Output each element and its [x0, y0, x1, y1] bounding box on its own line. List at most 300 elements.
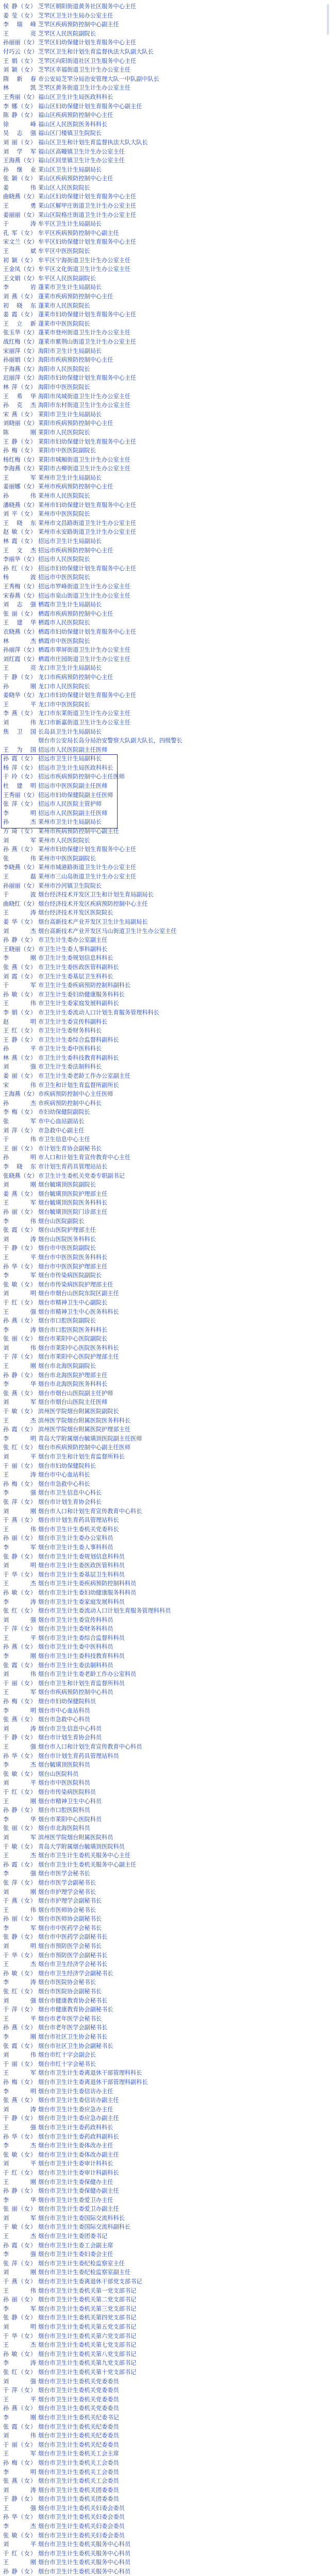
person-affiliation: 烟台市北海医院护理部主任 [38, 1371, 108, 1379]
person-name: 刘学军 [3, 148, 36, 155]
list-item [3, 57, 328, 66]
person-name: 王 军 [3, 474, 36, 481]
person-affiliation: 烟台市卫生和计划生育监督所科员 [38, 1680, 125, 1687]
list-item [3, 1978, 328, 1987]
person-affiliation: 芝罘区黄务街道卫生计生办公室主任 [38, 84, 131, 92]
person-affiliation: 莱山区卫生计生局副局长 [38, 166, 102, 173]
person-name: 李 伟 [3, 1217, 36, 1225]
person-name: 孙 梅（女） [3, 2078, 36, 2086]
person-affiliation: 莱山区妇幼保健计划生育服务中心主任 [38, 193, 137, 200]
person-affiliation: 烟台市传染病医院副院长 [38, 1272, 102, 1279]
person-name: 王 强 [3, 2504, 36, 2512]
person-name: 于 红（女） [3, 1299, 36, 1306]
person-affiliation: 烟台市卫生计生委爱卫办副主任 [38, 2206, 119, 2213]
person-name: 王晓丽（女） [3, 945, 38, 953]
person-name: 张 敏（女） [3, 2532, 36, 2539]
list-item [3, 337, 328, 347]
list-item [3, 83, 328, 93]
person-affiliation: 烟台市护理学会副秘书长 [38, 1897, 102, 1905]
person-name: 李 刚 [3, 955, 36, 962]
person-affiliation: 福山区门楼镇卫生院院长 [38, 130, 102, 137]
person-affiliation: 烟台市卫生计生委机关党委科长 [38, 1526, 119, 1533]
person-affiliation: 莱州市中医医院副院长 [38, 855, 96, 862]
person-name: 张 萍（女） [3, 1498, 36, 1505]
list-item [3, 310, 328, 319]
person-affiliation: 芝罘区疾病预防控制中心副主任 [38, 21, 119, 28]
person-affiliation: 烟台市公安局长岛分局治安警察大队副大队长，四级警长 [38, 737, 183, 744]
list-item [3, 1217, 328, 1226]
person-name: 王 伟 [3, 1526, 36, 1533]
list-item [3, 809, 328, 818]
person-name: 赵 敏（女） [3, 529, 36, 536]
list-item [3, 347, 328, 356]
person-affiliation: 烟台市卫生计生委机关纪委委员 [38, 2423, 119, 2430]
person-affiliation: 市卫生计生委宣传科副科长 [38, 1018, 108, 1025]
person-affiliation: 招远市人民医院副主任医师 [38, 746, 108, 753]
list-item [3, 2495, 328, 2504]
list-item [3, 2459, 328, 2468]
list-item [3, 655, 328, 664]
list-item [3, 1770, 328, 1779]
person-affiliation: 芝罘区妇幼保健计划生育服务中心主任 [38, 39, 137, 46]
list-item [3, 1878, 328, 1888]
list-item [3, 156, 328, 165]
person-affiliation: 烟台市卫生计生委机关第一党支部书记 [38, 2287, 137, 2294]
list-item [3, 2422, 328, 2432]
person-name: 王 斌 [3, 248, 36, 255]
person-name: 王 刚 [3, 2559, 36, 2566]
list-item [3, 1715, 328, 1724]
person-name: 张 萍（女） [3, 801, 36, 808]
list-item [3, 2060, 328, 2069]
person-name: 方 琦（女） [3, 828, 36, 835]
person-affiliation: 烟台高新技术产业开发区卫生计生局副局长 [38, 918, 148, 925]
list-item [3, 2259, 328, 2268]
list-item [3, 945, 328, 954]
list-item [3, 2368, 328, 2377]
person-name: 王 伟 [3, 1000, 36, 1007]
list-item [3, 2431, 328, 2441]
list-item [3, 1670, 328, 1679]
person-name: 战红梅（女） [3, 338, 38, 345]
list-item [3, 2050, 328, 2060]
list-item [3, 1788, 328, 1797]
list-item [3, 1598, 328, 1607]
person-name: 刘 平 [3, 2160, 36, 2167]
person-name: 孙 丽（女） [3, 1535, 36, 1542]
person-affiliation: 招远市卫生计生局副局长 [38, 538, 102, 545]
person-name: 李 梅（女） [3, 1109, 36, 1116]
person-affiliation: 烟台市烟台山医院副主任护师 [38, 1389, 113, 1397]
list-item [3, 2141, 328, 2150]
person-affiliation: 烟台市卫生计生委保健办副主任 [38, 2188, 119, 2195]
list-item [3, 2223, 328, 2232]
person-name: 姜晓华（女） [3, 692, 38, 699]
person-name: 姜 燕（女） [3, 1190, 36, 1197]
list-item [3, 256, 328, 265]
list-item [3, 473, 328, 483]
list-item [3, 745, 328, 755]
person-name: 王 军 [3, 1199, 36, 1207]
person-name: 孙 敏（女） [3, 991, 36, 998]
person-affiliation: 烟台市卫生计生委疾病预防控制科科员 [38, 1580, 137, 1587]
list-item [3, 972, 328, 981]
person-name: 刘 军 [3, 2214, 36, 2222]
person-affiliation: 蓬莱市登州街道卫生计生办公室主任 [38, 329, 131, 336]
list-item [3, 1235, 328, 1244]
person-affiliation: 福山区卫生计生局医政科科长 [38, 93, 113, 100]
list-item [3, 1462, 328, 1471]
person-affiliation: 栖霞市中医医院院长 [38, 637, 90, 645]
list-item [3, 691, 328, 700]
person-name: 于 华（女） [3, 2332, 36, 2340]
person-name: 王 伟 [3, 2287, 36, 2294]
list-item [3, 1906, 328, 1915]
person-affiliation: 烟台经济技术开发区疾病预防控制中心主任 [38, 900, 148, 907]
list-item [3, 1253, 328, 1262]
person-affiliation: 芝罘区人民医院副院长 [38, 30, 96, 37]
person-name: 王秀丽（女） [3, 93, 38, 100]
person-affiliation: 烟台市卫生计生委审计科科长 [38, 2160, 113, 2167]
person-affiliation: 莱州市永安路街道卫生计生办公室主任 [38, 529, 137, 536]
list-item [3, 428, 328, 437]
person-affiliation: 市卫生计生委家庭发展科副科长 [38, 1000, 119, 1007]
person-affiliation: 蓬莱市人民医院院长 [38, 302, 90, 309]
list-item [3, 528, 328, 537]
person-affiliation: 蓬莱市疾病预防控制中心主任 [38, 293, 113, 300]
person-name: 孙丽娟（女） [3, 357, 38, 364]
person-affiliation: 烟台市卫生信息中心科长 [38, 1489, 102, 1497]
person-name: 于 红（女） [3, 2169, 36, 2176]
person-name: 孙 燕（女） [3, 2405, 36, 2412]
list-item [3, 2558, 328, 2567]
person-name: 李 军 [3, 2305, 36, 2312]
list-item [3, 2350, 328, 2359]
person-name: 王海燕（女） [3, 1091, 38, 1098]
list-item [3, 1072, 328, 1081]
person-name: 孙 霞（女） [3, 1426, 36, 1433]
list-item [3, 38, 328, 47]
person-name: 张 敏（女） [3, 1770, 36, 1777]
list-item [3, 863, 328, 872]
list-item [3, 2341, 328, 2350]
list-item [3, 183, 328, 193]
person-name: 于 敏（女） [3, 2224, 36, 2231]
list-item [3, 673, 328, 682]
person-name: 孙 静（女） [3, 1371, 36, 1379]
list-item [3, 981, 328, 990]
list-item [3, 854, 328, 863]
list-item [3, 510, 328, 519]
list-item [3, 102, 328, 111]
person-name: 孙 燕（女） [3, 846, 36, 853]
person-name: 王 静（女） [3, 438, 36, 445]
person-name: 李 明 [3, 809, 36, 817]
person-affiliation: 海阳市妇幼保健计划生育服务中心主任 [38, 375, 137, 382]
person-name: 王秀梅（女） [3, 583, 38, 590]
person-affiliation: 龙口市卫生计生局副局长 [38, 665, 102, 672]
list-item [3, 782, 328, 791]
person-affiliation: 烟台市健康教育协会秘书长 [38, 1997, 108, 2004]
list-item [3, 1172, 328, 1181]
list-item [3, 1688, 328, 1697]
person-affiliation: 烟台市卫生计生委机关工会委员 [38, 2459, 119, 2466]
person-affiliation: 滨州医学院烟台附属医院科员 [38, 1834, 113, 1841]
list-item [3, 319, 328, 329]
person-affiliation: 烟台市卫生计生委科技教育科科员 [38, 1653, 125, 1660]
list-item [3, 1488, 328, 1498]
list-item [3, 2042, 328, 2051]
person-affiliation: 烟台市卫生计生委老龄工作办公室科员 [38, 1671, 137, 1678]
list-item [3, 1344, 328, 1353]
list-item [3, 1352, 328, 1362]
person-name: 于 燕（女） [3, 1517, 36, 1524]
person-name: 刘 刚 [3, 1181, 36, 1189]
list-item [3, 2, 328, 11]
list-item [3, 1987, 328, 1996]
person-name: 李 明 [3, 2468, 36, 2476]
list-item [3, 1570, 328, 1580]
person-affiliation: 烟台市卫生计生委机关党委委员 [38, 2396, 119, 2403]
person-name: 王希华 [3, 393, 36, 400]
person-affiliation: 烟台市中心血站科员 [38, 1707, 90, 1714]
person-affiliation: 市卫生计生委法制科科长 [38, 1063, 102, 1071]
person-affiliation: 烟台市卫生计生委机关妇委会委员 [38, 2532, 125, 2539]
person-name: 于 静（女） [3, 1734, 36, 1741]
person-name: 王 杰 [3, 2233, 36, 2240]
list-item [3, 754, 328, 764]
person-affiliation: 烟台市卫生计生委爱卫办主任 [38, 2196, 113, 2204]
list-item [3, 736, 328, 745]
person-name: 孙 明 [3, 1154, 36, 1161]
person-name: 李海燕（女） [3, 465, 38, 472]
list-item [3, 637, 328, 646]
person-affiliation: 招远市卫生计生局副科长 [38, 755, 102, 762]
person-name: 刘 颖（女） [3, 66, 36, 74]
person-affiliation: 烟台市疾病预防控制中心科员 [38, 1689, 113, 1696]
person-affiliation: 烟台市卫生计生委国际交流科科长 [38, 2214, 125, 2222]
person-name: 李 涛 [3, 2360, 36, 2367]
person-name: 王 静（女） [3, 1036, 36, 1043]
person-name: 王 刚 [3, 2178, 36, 2185]
person-affiliation: 市卫生计生委科技教育科副科长 [38, 1054, 119, 1061]
list-item [3, 2486, 328, 2495]
list-item [3, 1752, 328, 1761]
person-name: 王秀丽（女） [3, 791, 38, 799]
person-name: 杨 波 [3, 574, 36, 581]
person-name: 李 娟（女） [3, 1009, 36, 1016]
person-name: 李 涛 [3, 1598, 36, 1605]
list-item [3, 1244, 328, 1253]
person-name: 刘 伟 [3, 1671, 36, 1678]
list-item [3, 219, 328, 229]
person-affiliation: 烟台市莱阳中心医院科员 [38, 1816, 102, 1823]
list-item [3, 2540, 328, 2549]
person-affiliation: 烟台市卫生计生委机关妇委会委员 [38, 2504, 125, 2512]
person-affiliation: 烟台市卫生计生委流动人口计划生育服务管理科科员 [38, 1607, 171, 1615]
person-name: 姜丽丽（女） [3, 211, 38, 218]
person-name: 刘 明 [3, 1562, 36, 1569]
person-affiliation: 烟台市卫生计生委机关第八党支部书记 [38, 2350, 137, 2358]
list-item [3, 1652, 328, 1661]
person-name: 杨 萍（女） [3, 764, 36, 771]
person-affiliation: 烟台市卫生计生委机关团委委员 [38, 2496, 119, 2503]
person-name: 张 红（女） [3, 1607, 36, 1615]
list-item [3, 1606, 328, 1616]
person-affiliation: 栖霞市人民医院院长 [38, 619, 90, 626]
person-name: 王为国 [3, 746, 36, 753]
person-name: 于 敏（女） [3, 1408, 36, 1415]
person-name: 张 静（女） [3, 1934, 36, 1941]
person-name: 张 霞（女） [3, 2042, 36, 2049]
list-item [3, 1679, 328, 1688]
person-affiliation: 莱州市城港路街道卫生计生办公室主任 [38, 864, 137, 871]
person-name: 王 平 [3, 1634, 36, 1641]
list-item [3, 1298, 328, 1308]
person-name: 孙 华（女） [3, 2133, 36, 2140]
list-item [3, 410, 328, 419]
person-affiliation: 烟台市卫生计生委机关纪委委员 [38, 2441, 119, 2448]
person-name: 曲晓燕（女） [3, 193, 38, 200]
list-item [3, 274, 328, 283]
list-item [3, 2286, 328, 2296]
list-item [3, 1824, 328, 1833]
list-item [3, 2395, 328, 2404]
person-affiliation: 烟台市卫生计生委机关服务中心主任 [38, 1852, 131, 1859]
person-name: 王 平 [3, 2396, 36, 2403]
list-item [3, 954, 328, 963]
person-affiliation: 市急救中心副主任 [38, 1127, 85, 1134]
honor-roll-list [3, 2, 328, 2576]
person-affiliation: 牟平区疾病预防控制中心副主任 [38, 229, 119, 236]
person-name: 李 杰 [3, 1761, 36, 1769]
person-name: 张 霞（女） [3, 2423, 36, 2430]
person-name: 张 敏（女） [3, 2151, 36, 2158]
person-name: 李 涛 [3, 1979, 36, 1986]
person-name: 李 燕（女） [3, 710, 36, 717]
list-item [3, 1162, 328, 1172]
person-affiliation: 烟台经济技术开发区医院院长 [38, 909, 113, 917]
person-name: 陈 刚 [3, 429, 36, 436]
person-affiliation: 烟台市计划生育协会科长 [38, 1498, 102, 1505]
list-item [3, 827, 328, 836]
person-affiliation: 莱州市三山岛街道卫生计生办公室主任 [38, 873, 137, 880]
list-item [3, 2132, 328, 2142]
list-item [3, 1316, 328, 1326]
list-item [3, 1470, 328, 1480]
list-item [3, 1452, 328, 1462]
person-name: 孙 敏（女） [3, 2350, 36, 2358]
person-name: 姜丽娜（女） [3, 483, 38, 490]
list-item [3, 2332, 328, 2341]
list-item [3, 2087, 328, 2096]
person-name: 王 丽（女） [3, 1145, 36, 1152]
list-item [3, 2232, 328, 2241]
list-item [3, 1942, 328, 1951]
person-name: 张 燕（女） [3, 1389, 36, 1397]
list-item [3, 1815, 328, 1824]
person-affiliation: 招远市中医医院院长 [38, 574, 90, 581]
person-affiliation: 烟台市医学会秘书长 [38, 1870, 90, 1877]
person-name: 于 萍（女） [3, 1353, 36, 1361]
person-affiliation: 栖霞市疾病预防控制中心主任 [38, 610, 113, 617]
person-affiliation: 龙口市人民医院院长 [38, 683, 90, 690]
person-name: 孙 华（女） [3, 2514, 36, 2521]
person-affiliation: 烟台市卫生计生委机关工会委员 [38, 2468, 119, 2476]
person-affiliation: 市卫生计生委老龄工作办公室副主任 [38, 1073, 131, 1080]
person-affiliation: 龙口市中医医院院长 [38, 701, 90, 708]
person-name: 张 丽（女） [3, 2206, 36, 2213]
person-affiliation: 福山区疾病预防控制中心主任 [38, 112, 113, 119]
list-item [3, 600, 328, 609]
list-item [3, 165, 328, 175]
list-item [3, 2268, 328, 2277]
list-item [3, 93, 328, 102]
person-name: 李 华 [3, 1816, 36, 1823]
person-name: 于 丽（女） [3, 2060, 36, 2067]
person-name: 潘晓燕（女） [3, 501, 38, 509]
list-item [3, 1008, 328, 1018]
person-affiliation: 烟台市烟台山医院主任医师 [38, 1399, 108, 1406]
person-name: 王 涛 [3, 1471, 36, 1479]
person-affiliation: 烟台市卫生计生委离退休干部党支部书记 [38, 2278, 142, 2285]
person-name: 陈 静（女） [3, 112, 36, 119]
person-name: 刘 军 [3, 837, 36, 844]
person-name: 于 华（女） [3, 1952, 36, 1959]
person-affiliation: 莱山区人民医院院长 [38, 184, 90, 191]
person-affiliation: 烟台市老年医学会秘书长 [38, 2015, 102, 2022]
person-affiliation: 龙口市妇幼保健计划生育服务中心主任 [38, 692, 137, 699]
person-affiliation: 莱州市卫生计生局副局长 [38, 474, 102, 481]
person-affiliation: 市卫生计生委综合监督科副科长 [38, 1036, 119, 1043]
person-name: 李 涛 [3, 1326, 36, 1333]
list-item [3, 2413, 328, 2422]
person-name: 侯 静（女） [3, 3, 36, 10]
list-item [3, 900, 328, 909]
person-name: 孙 华（女） [3, 1263, 36, 1270]
list-item [3, 2178, 328, 2187]
person-name: 李 军 [3, 1272, 36, 1279]
list-item [3, 1951, 328, 1960]
person-affiliation: 烟台市传染病医院护理部主任 [38, 1281, 113, 1288]
person-affiliation: 海阳市人民医院院长 [38, 365, 90, 372]
person-name: 刘 燕（女） [3, 293, 36, 300]
person-affiliation: 招远市疾病预防控制中心主任 [38, 547, 113, 554]
list-item [3, 1018, 328, 1027]
person-affiliation: 烟台市卫生计生委审计科副科长 [38, 2169, 119, 2176]
person-name: 徐 峰 [3, 121, 36, 128]
list-item [3, 1054, 328, 1063]
person-affiliation: 栖霞市妇幼保健计划生育服务中心主任 [38, 628, 137, 635]
person-affiliation: 福山区回里镇卫生计生办公室主任 [38, 157, 125, 164]
person-name: 李 强 [3, 2251, 36, 2258]
list-item [3, 1534, 328, 1543]
person-affiliation: 烟台市卫生计生委机关服务中心科员 [38, 2568, 131, 2575]
list-item [3, 1996, 328, 2006]
list-item [3, 1697, 328, 1706]
person-affiliation: 烟台市烟台山医院东院区副主任 [38, 1290, 119, 1297]
person-name: 林 霞（女） [3, 538, 36, 545]
person-affiliation: 烟台市卫生计生委妇委会主任 [38, 2251, 113, 2258]
person-affiliation: 烟台市卫生计生委机关工会主席 [38, 2450, 119, 2458]
person-affiliation: 滨州医学院烟台附属医院医务科科长 [38, 1417, 131, 1424]
person-affiliation: 滨州医学院烟台附属医院护理部主任 [38, 1426, 131, 1433]
person-affiliation: 烟台市卫生计生委机关党委委员 [38, 2378, 119, 2385]
person-name: 李 明 [3, 1707, 36, 1714]
person-name: 隋新春 [3, 75, 36, 82]
list-item [3, 120, 328, 129]
person-name: 王建华 [3, 619, 36, 626]
